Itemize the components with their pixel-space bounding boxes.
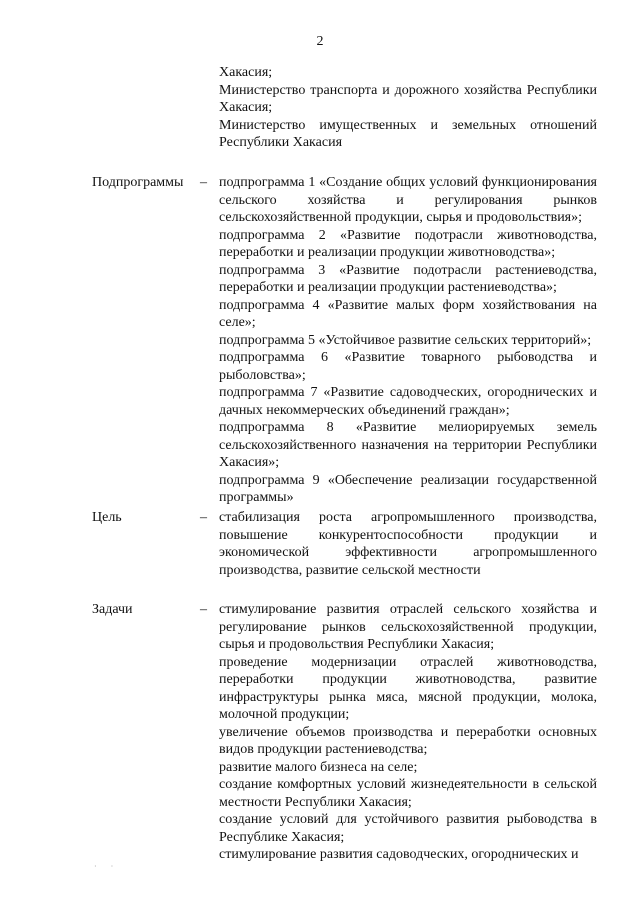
subprogram-item: подпрограмма 2 «Развитие подотрасли животноводства, переработки и реализации продукции животноводства»; <box>219 227 597 260</box>
top-item: Министерство транспорта и дорожного хозяйства Республики Хакасия; <box>219 82 597 115</box>
section-label: Подпрограммы <box>92 175 184 190</box>
subprogram-item: подпрограмма 5 «Устойчивое развитие сельских территорий»; <box>219 332 592 348</box>
task-item: стимулирование развития отраслей сельского хозяйства и регулирование рынков сельскохозяйственной продукции, сырья и продовольствия Республики Хакасия; <box>219 602 597 652</box>
top-item: Хакасия; <box>219 65 273 80</box>
task-item: развитие малого бизнеса на селе; <box>219 759 418 775</box>
section-dash: – <box>200 602 207 617</box>
task-item: стимулирование развития садоводческих, огороднических и <box>219 847 579 862</box>
page-number: 2 <box>316 34 324 49</box>
task-item: проведение модернизации отраслей животноводства, переработки продукции животноводства, развитие инфраструктуры рынка мяса, мясной продукции, молока, молочной продукции; <box>219 654 597 722</box>
task-item: создание комфортных условий жизнедеятельности в сельской местности Республики Хакасия; <box>219 777 597 810</box>
section-label: Цель <box>92 510 122 525</box>
goal-text <box>219 509 597 579</box>
subprogram-item: подпрограмма 7 «Развитие садоводческих, огороднических и дачных некоммерческих объединений граждан»; <box>219 385 597 418</box>
subprograms-list <box>219 174 597 507</box>
subprogram-item: подпрограмма 3 «Развитие подотрасли растениеводства, переработки и реализации продукции растениеводства»; <box>219 262 597 295</box>
subprogram-item: подпрограмма 9 «Обеспечение реализации государственной программы» <box>219 472 597 505</box>
task-item: создание условий для устойчивого развития рыбоводства в Республике Хакасия; <box>219 812 597 845</box>
tasks-list <box>219 601 597 864</box>
task-item: увеличение объемов производства и переработки основных видов продукции растениеводства; <box>219 724 597 757</box>
section-dash: – <box>200 175 207 190</box>
section-label: Задачи <box>92 602 133 617</box>
subprogram-item: подпрограмма 4 «Развитие малых форм хозяйствования на селе»; <box>219 297 597 330</box>
subprogram-item: подпрограмма 8 «Развитие мелиорируемых земель сельскохозяйственного назначения на территории Республики Хакасия»; <box>219 420 597 470</box>
section-dash: – <box>200 510 207 525</box>
subprogram-item: подпрограмма 6 «Развитие товарного рыбоводства и рыболовства»; <box>219 350 597 383</box>
scan-marks: · · <box>94 862 120 871</box>
subprogram-item: подпрограмма 1 «Создание общих условий функционирования сельского хозяйства и регулирования рынков сельскохозяйственной продукции, сырья и продовольствия»; <box>219 175 597 225</box>
top-items <box>219 64 597 152</box>
top-item: Министерство имущественных и земельных отношений Республики Хакасия <box>219 117 597 150</box>
goal-item: стабилизация роста агропромышленного производства, повышение конкурентоспособности продукции и экономической эффективности агропромышленного производства, развитие сельской местности <box>219 510 597 578</box>
